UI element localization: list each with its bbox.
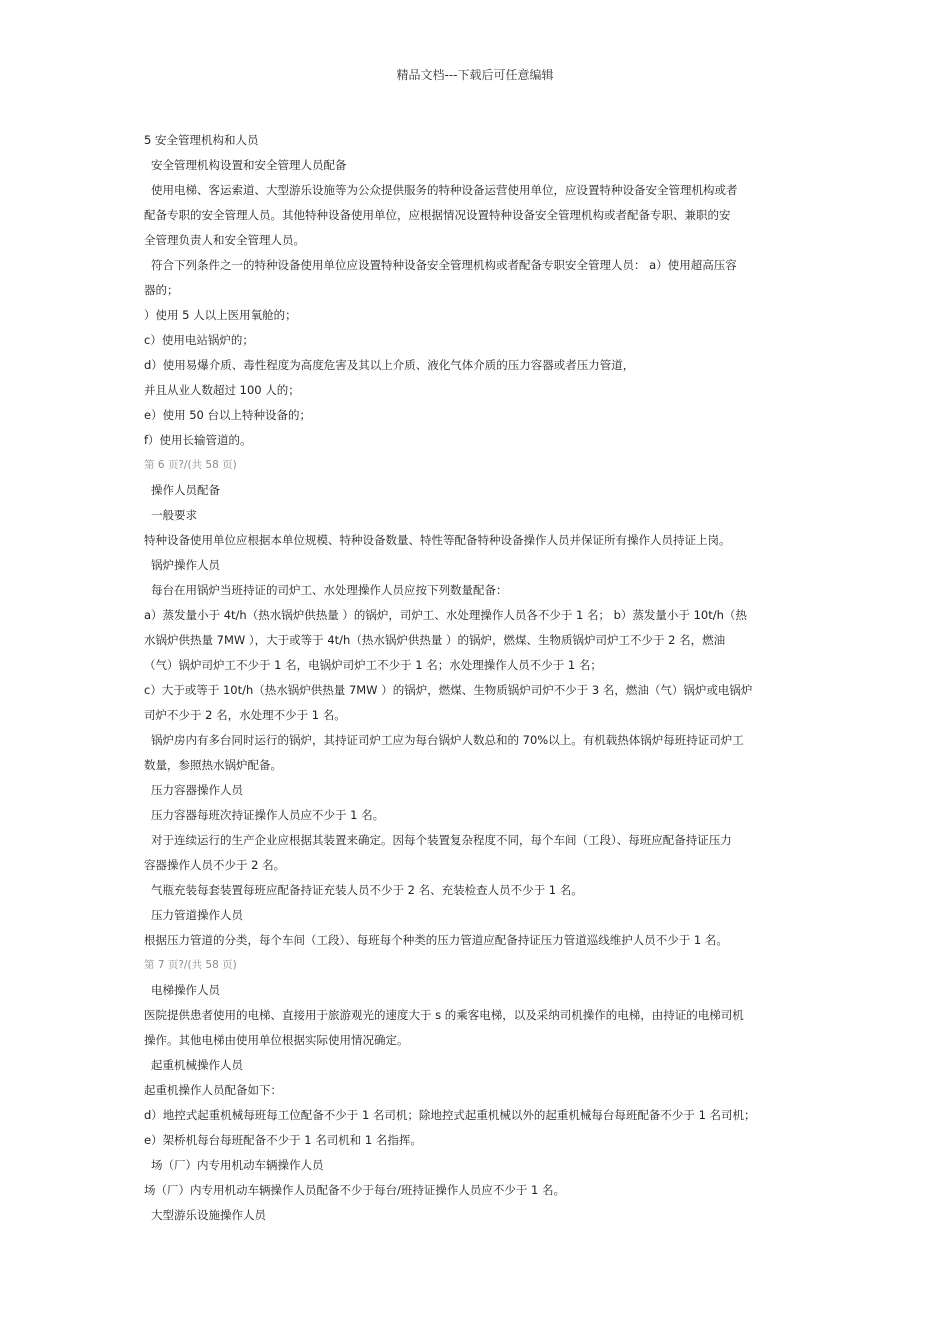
paragraph-line: 器的； (144, 283, 179, 297)
paragraph-line: 根据压力管道的分类，每个车间（工段）、每班每个种类的压力管道应配备持证压力管道巡线维护人员不少于 1 名。 (144, 933, 728, 947)
paragraph-line: 司炉不少于 2 名，水处理不少于 1 名。 (144, 708, 346, 722)
paragraph-line: 并且从业人数超过 100 人的； (144, 383, 300, 397)
paragraph-line: a）蒸发量小于 4t/h（热水锅炉供热量 ）的锅炉，司炉工、水处理操作人员各不少于 1 名； b）蒸发量小于 10t/h（热 (144, 608, 747, 622)
section-heading: 场（厂）内专用机动车辆操作人员 (151, 1158, 324, 1172)
paragraph-line: d）使用易爆介质、毒性程度为高度危害及其以上介质、液化气体介质的压力容器或者压力管道， (144, 358, 635, 372)
page-number-footer: 第 6 页?/(共 58 页) (144, 459, 237, 471)
paragraph-line: 全管理负责人和安全管理人员。 (144, 233, 305, 247)
section-heading: 压力管道操作人员 (151, 908, 243, 922)
paragraph-line: 符合下列条件之一的特种设备使用单位应设置特种设备安全管理机构或者配备专职安全管理人员： a）使用超高压容 (151, 258, 737, 272)
page-number-footer: 第 7 页?/(共 58 页) (144, 959, 237, 971)
paragraph-line: 操作。其他电梯由使用单位根据实际使用情况确定。 (144, 1033, 409, 1047)
paragraph-line: 场（厂）内专用机动车辆操作人员配备不少于每台/班持证操作人员应不少于 1 名。 (144, 1183, 565, 1197)
section-heading: 压力容器操作人员 (151, 783, 243, 797)
paragraph-line: （气）锅炉司炉工不少于 1 名，电锅炉司炉工不少于 1 名；水处理操作人员不少于 1 名； (144, 658, 602, 672)
paragraph-line: 特种设备使用单位应根据本单位规模、特种设备数量、特性等配备特种设备操作人员并保证所有操作人员持证上岗。 (144, 533, 731, 547)
paragraph-line: 锅炉房内有多台同时运行的锅炉，其持证司炉工应为每台锅炉人数总和的 70%以上。有机载热体锅炉每班持证司炉工 (151, 733, 744, 747)
document-body (144, 128, 816, 1228)
section-heading: 起重机械操作人员 (151, 1058, 243, 1072)
paragraph-line: 医院提供患者使用的电梯、直接用于旅游观光的速度大于 s 的乘客电梯，以及采纳司机操作的电梯，由持证的电梯司机 (144, 1008, 744, 1022)
section-heading: 操作人员配备 (151, 483, 220, 497)
paragraph-line: f）使用长输管道的。 (144, 433, 252, 447)
section-heading: 大型游乐设施操作人员 (151, 1208, 266, 1222)
paragraph-line: 起重机操作人员配备如下： (144, 1083, 282, 1097)
section-heading: 5 安全管理机构和人员 (144, 133, 259, 147)
paragraph-line: c）大于或等于 10t/h（热水锅炉供热量 7MW ）的锅炉，燃煤、生物质锅炉司炉不少于 3 名，燃油（气）锅炉或电锅炉 (144, 683, 753, 697)
paragraph-line: ）使用 5 人以上医用氧舱的； (144, 308, 297, 322)
paragraph-line: 水锅炉供热量 7MW ），大于或等于 4t/h（热水锅炉供热量 ）的锅炉，燃煤、生物质锅炉司炉工不少于 2 名，燃油 (144, 633, 726, 647)
paragraph-line: e）架桥机每台每班配备不少于 1 名司机和 1 名指挥。 (144, 1133, 422, 1147)
paragraph-line: 配备专职的安全管理人员。其他特种设备使用单位，应根据情况设置特种设备安全管理机构或者配备专职、兼职的安 (144, 208, 731, 222)
section-heading: 安全管理机构设置和安全管理人员配备 (151, 158, 347, 172)
paragraph-line: 每台在用锅炉当班持证的司炉工、水处理操作人员应按下列数量配备： (151, 583, 508, 597)
paragraph-line: c）使用电站锅炉的； (144, 333, 254, 347)
page-header: 精品文档---下载后可任意编辑 (396, 68, 554, 82)
paragraph-line: 对于连续运行的生产企业应根据其装置来确定。因每个装置复杂程度不同，每个车间（工段）、每班应配备持证压力 (151, 833, 732, 847)
paragraph-line: 使用电梯、客运索道、大型游乐设施等为公众提供服务的特种设备运营使用单位，应设置特种设备安全管理机构或者 (151, 183, 738, 197)
section-heading: 电梯操作人员 (151, 983, 220, 997)
paragraph-line: e）使用 50 台以上特种设备的； (144, 408, 312, 422)
paragraph-line: 气瓶充装每套装置每班应配备持证充装人员不少于 2 名、充装检查人员不少于 1 名。 (151, 883, 583, 897)
section-heading: 锅炉操作人员 (151, 558, 220, 572)
paragraph-line: 压力容器每班次持证操作人员应不少于 1 名。 (151, 808, 385, 822)
section-heading: 一般要求 (151, 508, 197, 522)
paragraph-line: 数量，参照热水锅炉配备。 (144, 758, 282, 772)
paragraph-line: 容器操作人员不少于 2 名。 (144, 858, 286, 872)
paragraph-line: d）地控式起重机械每班每工位配备不少于 1 名司机；除地控式起重机械以外的起重机械每台每班配备不少于 1 名司机； (144, 1108, 756, 1122)
